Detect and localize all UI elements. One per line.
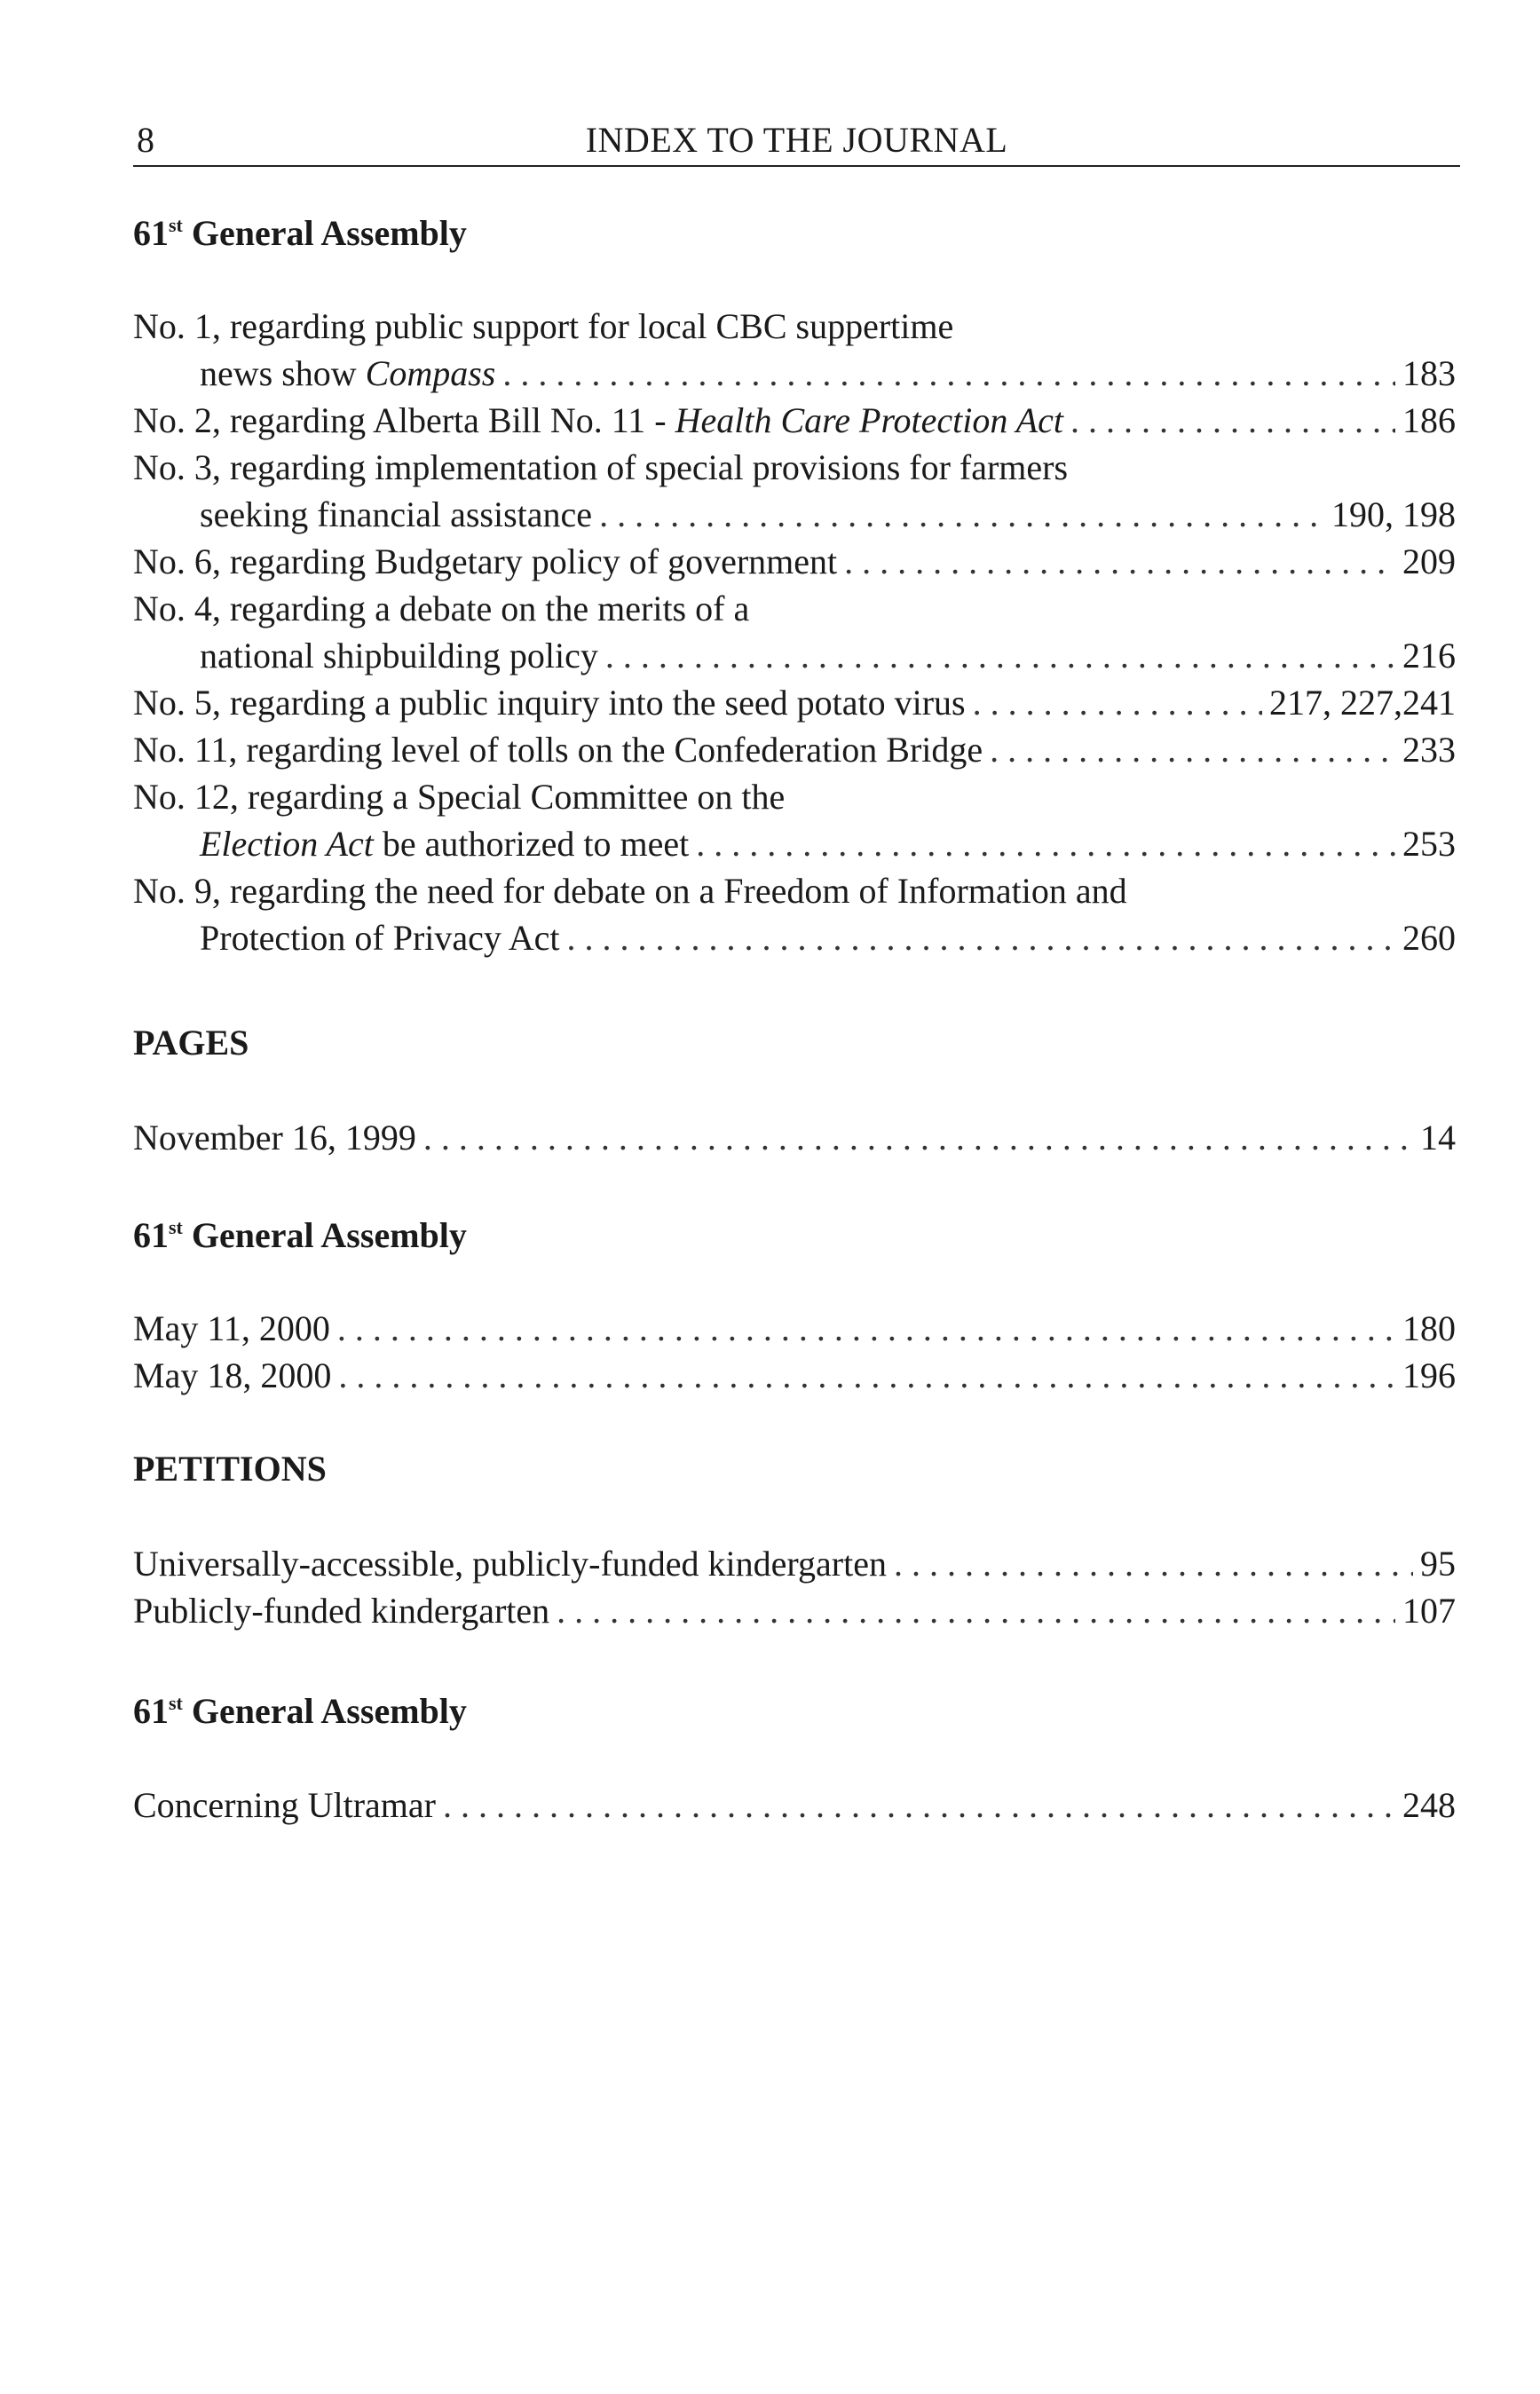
index-entry-line: No. 3, regarding implementation of special provisions for farmers	[133, 447, 1069, 487]
page-reference: 186	[1402, 400, 1456, 440]
index-entry-line: Universally-accessible, publicly-funded kindergarten . . . 95	[133, 1540, 1456, 1587]
page-reference: 190, 198	[1331, 494, 1456, 534]
section-heading: PAGES	[133, 1023, 249, 1063]
page-number: 8	[137, 120, 154, 160]
section-general-assembly-2	[133, 1213, 1456, 1258]
section-pages	[133, 1021, 1456, 1065]
dot-leader	[973, 679, 1262, 726]
page-reference: 95	[1420, 1544, 1456, 1584]
index-entry-line: Publicly-funded kindergarten . . . 107	[133, 1587, 1456, 1634]
index-entry-line: No. 9, regarding the need for debate on a Freedom of Information and	[133, 871, 1127, 911]
section-general-assembly-1	[133, 211, 1456, 256]
running-head-title: INDEX TO THE JOURNAL	[585, 120, 1008, 160]
petition-entries	[133, 1540, 1456, 1634]
dot-leader	[599, 491, 1324, 538]
page-reference: 233	[1402, 730, 1456, 770]
section-heading: 61st General Assembly	[133, 213, 467, 253]
petition-session-entries	[133, 1782, 1456, 1829]
dot-leader	[557, 1587, 1395, 1634]
dot-leader	[502, 350, 1395, 397]
index-entry-line: No. 2, regarding Alberta Bill No. 11 - Health Care Protection Act . . . 186	[133, 397, 1456, 444]
page-reference: 183	[1402, 353, 1456, 393]
dot-leader	[443, 1782, 1395, 1829]
index-entry-line: No. 1, regarding public support for local CBC suppertime	[133, 306, 954, 346]
dot-leader	[338, 1352, 1395, 1399]
dot-leader	[566, 914, 1395, 961]
index-entry-line: No. 6, regarding Budgetary policy of government . . . 209	[133, 538, 1456, 585]
page-reference: 253	[1402, 824, 1456, 864]
dot-leader	[990, 726, 1395, 773]
section-general-assembly-3	[133, 1689, 1456, 1734]
index-entry-line: No. 5, regarding a public inquiry into the seed potato virus . . . 217, 227,241	[133, 679, 1456, 726]
resolution-entries	[133, 303, 1456, 961]
page-reference: 209	[1402, 541, 1456, 581]
dot-leader	[1070, 397, 1395, 444]
index-entry-line: November 16, 1999 . . . 14	[133, 1114, 1456, 1161]
page-reference: 216	[1402, 636, 1456, 676]
dot-leader	[696, 820, 1395, 867]
page-reference: 260	[1402, 918, 1456, 958]
index-entry-line: Protection of Privacy Act . . . 260	[133, 914, 1456, 961]
index-entry-line: national shipbuilding policy . . . 216	[133, 632, 1456, 679]
index-entry-line: No. 4, regarding a debate on the merits of a	[133, 589, 750, 628]
page-reference: 217, 227,241	[1269, 683, 1456, 723]
section-petitions	[133, 1447, 1456, 1491]
dot-leader	[844, 538, 1395, 585]
dot-leader	[894, 1540, 1413, 1587]
dot-leader	[423, 1114, 1413, 1161]
index-entry-line: Concerning Ultramar . . . 248	[133, 1782, 1456, 1829]
page-reference: 107	[1402, 1591, 1456, 1631]
index-entry-line: May 11, 2000 . . . 180	[133, 1305, 1456, 1352]
index-entry-line: No. 11, regarding level of tolls on the Confederation Bridge . . . 233	[133, 726, 1456, 773]
session-entries	[133, 1305, 1456, 1399]
section-heading: 61st General Assembly	[133, 1215, 467, 1255]
page-reference: 196	[1402, 1355, 1456, 1395]
index-entry-line: seeking financial assistance . . . 190, 198	[133, 491, 1456, 538]
pages-entries	[133, 1114, 1456, 1161]
dot-leader	[337, 1305, 1395, 1352]
dot-leader	[605, 632, 1395, 679]
page-reference: 180	[1402, 1308, 1456, 1348]
page-reference: 14	[1420, 1118, 1456, 1157]
section-heading: 61st General Assembly	[133, 1691, 467, 1731]
index-entry-line: news show Compass . . . 183	[133, 350, 1456, 397]
index-entry-line: May 18, 2000 . . . 196	[133, 1352, 1456, 1399]
running-head	[133, 122, 1460, 167]
page-reference: 248	[1402, 1785, 1456, 1825]
index-entry-line: Election Act be authorized to meet . . . 253	[133, 820, 1456, 867]
index-entry-line: No. 12, regarding a Special Committee on the	[133, 777, 786, 817]
section-heading: PETITIONS	[133, 1449, 327, 1489]
